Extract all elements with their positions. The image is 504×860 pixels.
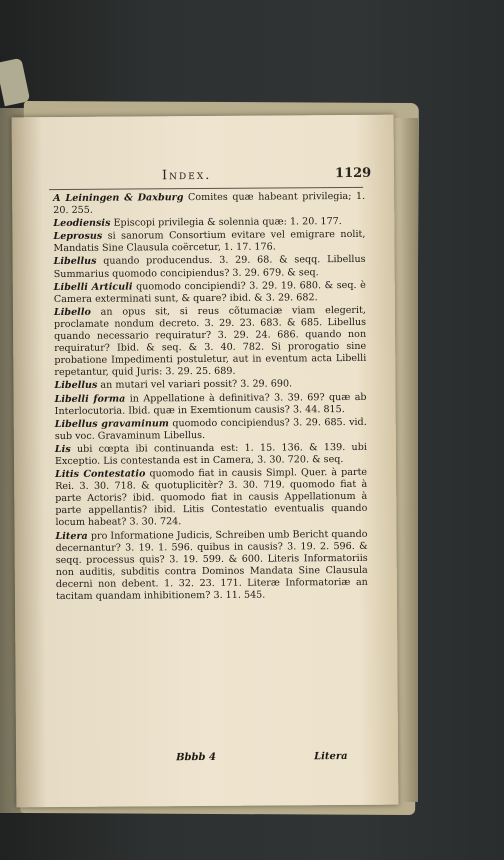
running-head: Index. [161,167,212,184]
index-entry [48,254,366,280]
entry-headword: Libelli Articuli [53,281,133,293]
entry-text: pro Informatione Judicis, Schreiben umb Bericht quando decernantur? 3. 19. 1. 596. quibus in causis? 3. 19. 2. 596. & seqq. processus quis? 3. 19. 599. & 600. Literis Informatoriis non auditis, subditis contra Dominos Mandata Sine Clausula decerni non debent. 1. 32. 23. 171. Literæ Informatoriæ an tacitam quandam inhibitionem? 3. 11. 545. [55,528,368,603]
index-entry [49,417,367,443]
entry-headword: Litera [55,530,88,542]
entry-text: Episcopi privilegia & solennia quæ: 1. 20. 177. [113,216,342,229]
index-entry [47,216,365,230]
entry-text: quomodo concipiendus? 3. 29. 685. vid. sub voc. Gravaminum Libellus. [54,416,367,442]
entry-text: ubi cœpta ibi continuanda est: 1. 15. 136. & 139. ubi Exceptio. Lis contestanda est in Camera, 3. 30. 720. & seq. [54,441,367,468]
entry-text: quando producendus. 3. 29. 68. & seqq. Libellus Summarius quomodo concipiendus? 3. 29. 679. & seq. [53,254,366,280]
entry-text: in Appellatione à definitiva? 3. 39. 69? quæ ab Interlocutoria. Ibid. quæ in Exemtionum causis? 3. 44. 815. [54,391,367,417]
index-entry [48,280,366,306]
index-entry [47,229,365,255]
book-page [12,115,399,808]
entry-text: quomodo concipiendi? 3. 29. 19. 680. & seq. è Camera exterminati sunt, & quare? ibid. & 3. 29. 682. [53,279,366,305]
entry-headword: Libellus [53,256,97,268]
page-number: 1129 [334,165,372,182]
page-header [12,167,394,190]
entry-headword: Lis [54,443,71,455]
entry-headword: Leodiensis [53,217,111,230]
entry-text: an opus sit, si reus cõtumaciæ viam elegerit, proclamate nondum decreto. 3. 29. 23. 683. & 685. Libellus quando necessario requiratur? 3. 29. 24. 686. quando non requiratur? Ibid. & seq. & 3. 40. 782. Si prorogatio sine probatione Impedimenti postuletur, aut in eventum acta Libelli repetantur, quid Juris: 3. 29. 25. 689. [54,304,367,379]
header-rule [49,187,363,190]
page-footer [16,751,398,770]
entry-text: Comites quæ habeant privilegia; 1. 20. 255. [53,190,366,217]
catchword: Litera [314,751,348,763]
index-entry [49,391,367,417]
entry-headword: Libello [53,306,91,318]
entry-headword: Libellus [54,380,98,392]
entry-text: quomodo fiat in causis Simpl. Quer. à parte Rei. 3. 30. 718. & quotuplicitèr? 3. 30. 719. quomodo fiat à parte Actoris? ibid. quomodo fiat in causis Appellationum à parte appellantis? ibid. Litis Contestatio eventualis quando locum habeat? 3. 30. 724. [55,466,368,529]
entry-headword: Libellus gravaminum [54,417,169,430]
entry-headword: Leprosus [53,230,103,243]
entry-headword: Libelli forma [54,393,126,405]
entry-headword: Litis Contestatio [55,468,146,481]
index-entry [48,305,366,380]
signature-mark: Bbbb 4 [176,751,216,764]
index-entries [47,191,368,604]
index-entry [47,191,365,217]
entry-text: si sanorum Consortium evitare vel emigrare nolit, Mandatis Sine Clausula coërcetur, 1. 17. 176. [53,229,366,255]
entry-headword: A Leiningen & Daxburg [53,192,184,205]
index-entry [49,442,367,468]
index-entry [49,467,367,530]
index-entry [49,528,367,603]
entry-text: an mutari vel variari possit? 3. 29. 690. [100,378,293,392]
index-entry [48,378,366,392]
